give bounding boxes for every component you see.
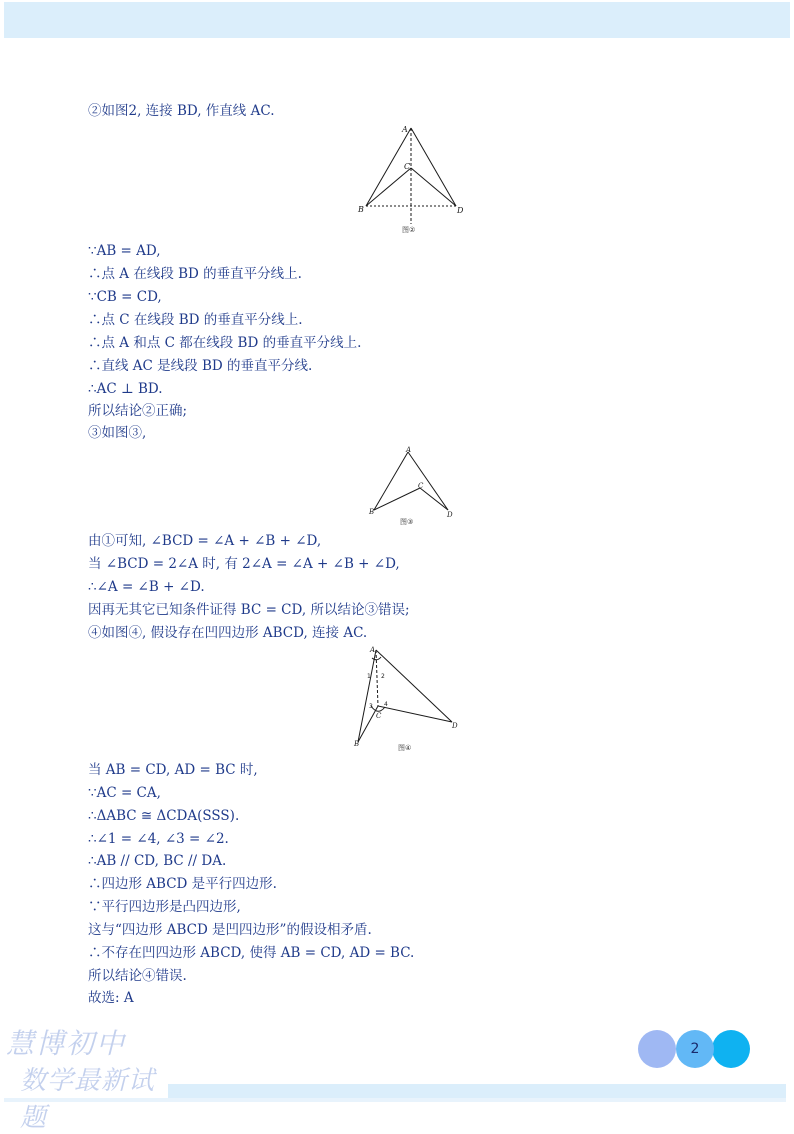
text-line: ②如图2, 连接 BD, 作直线 AC.: [88, 103, 275, 119]
text-line: ∴∠1 = ∠4, ∠3 = ∠2.: [88, 831, 229, 847]
footer-band-lower: [4, 1098, 786, 1102]
angle-label-1: 1: [367, 673, 371, 680]
text-line: ∴点 A 在线段 BD 的垂直平分线上.: [88, 266, 302, 282]
figure-3: [366, 444, 456, 528]
text-line: 当 AB = CD, AD = BC 时,: [88, 762, 258, 778]
label-A: A: [406, 446, 412, 454]
label-C: C: [404, 162, 411, 171]
watermark-logo: [6, 1022, 176, 1133]
text-line: 当 ∠BCD = 2∠A 时, 有 2∠A = ∠A + ∠B + ∠D,: [88, 556, 400, 572]
label-B: B: [358, 205, 364, 214]
angle-label-3: 3: [369, 703, 373, 710]
text-line: ∴点 A 和点 C 都在线段 BD 的垂直平分线上.: [88, 335, 362, 351]
page-number: 2: [690, 1041, 700, 1057]
text-line: ③如图③,: [88, 425, 147, 441]
label-A: A: [402, 125, 408, 134]
label-A: A: [370, 646, 376, 654]
label-D: D: [452, 722, 458, 730]
label-D: D: [447, 511, 453, 519]
text-line: ∵AC = CA,: [88, 785, 161, 801]
header-band: [4, 2, 790, 38]
figure-caption: 图③: [400, 518, 414, 526]
figure-caption: 图②: [402, 226, 416, 234]
text-line: ∴ΔABC ≅ ΔCDA(SSS).: [88, 808, 240, 824]
text-line: ∵CB = CD,: [88, 289, 162, 305]
angle-label-2: 2: [381, 673, 385, 680]
page-circle-left: [638, 1030, 676, 1068]
text-line: 所以结论④错误.: [88, 968, 187, 984]
angle-label-4: 4: [384, 701, 388, 708]
label-C: C: [418, 482, 424, 490]
text-line: 故选: A: [88, 990, 134, 1006]
text-line: ∴点 C 在线段 BD 的垂直平分线上.: [88, 312, 303, 328]
figure-2: [356, 124, 466, 236]
label-B: B: [369, 508, 375, 516]
footer-band: [168, 1084, 786, 1098]
label-D: D: [457, 206, 464, 215]
text-line: 由①可知, ∠BCD = ∠A + ∠B + ∠D,: [88, 533, 322, 549]
watermark-line-2: 数学最新试题: [20, 1066, 156, 1133]
text-line: ∴AC ⊥ BD.: [88, 381, 163, 397]
page-circle-right: [712, 1030, 750, 1068]
text-line: ∵平行四边形是凸四边形,: [88, 899, 241, 915]
label-C: C: [376, 712, 382, 720]
text-line: ∴四边形 ABCD 是平行四边形.: [88, 876, 277, 892]
text-line: 这与“四边形 ABCD 是凹四边形”的假设相矛盾.: [88, 922, 372, 938]
text-line: 所以结论②正确;: [88, 403, 188, 419]
text-line: ∴直线 AC 是线段 BD 的垂直平分线.: [88, 358, 313, 374]
text-line: ∴不存在凹四边形 ABCD, 使得 AB = CD, AD = BC.: [88, 945, 415, 961]
text-line: 因再无其它已知条件证得 BC = CD, 所以结论③错误;: [88, 602, 410, 618]
text-line: ④如图④, 假设存在凹四边形 ABCD, 连接 AC.: [88, 625, 368, 641]
text-line: ∵AB = AD,: [88, 243, 161, 259]
figure-4: [352, 644, 462, 754]
text-line: ∴∠A = ∠B + ∠D.: [88, 579, 205, 595]
text-line: ∴AB // CD, BC // DA.: [88, 853, 227, 869]
label-B: B: [354, 740, 360, 748]
figure-caption: 图④: [398, 744, 412, 752]
watermark-line-1: 慧博初中: [6, 1027, 127, 1060]
